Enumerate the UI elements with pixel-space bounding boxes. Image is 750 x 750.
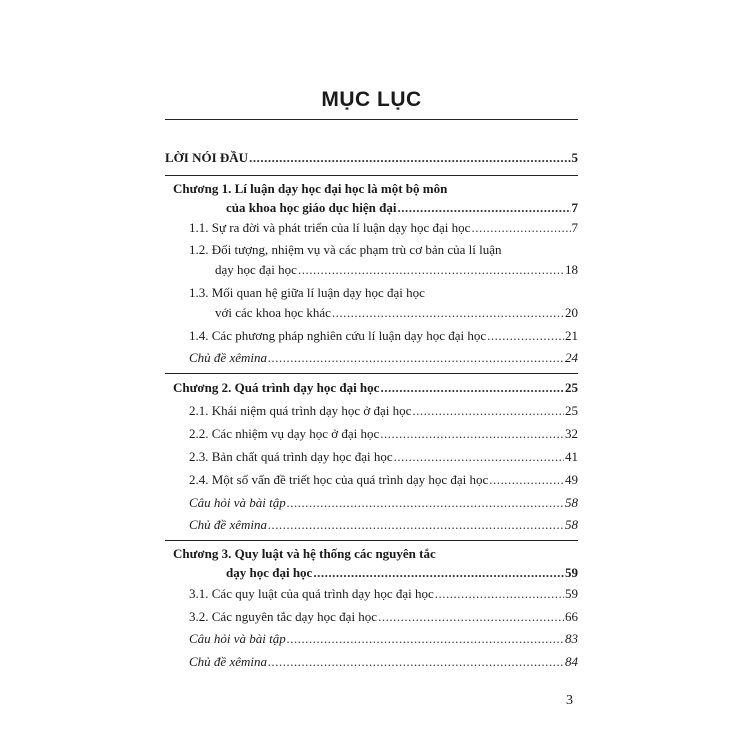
toc-entry-1-3-line1[interactable]: 1.3. Mối quan hệ giữa lí luận dạy học đại học [189, 285, 425, 300]
toc-entry-page: 58 [565, 517, 578, 532]
leader-dots [487, 328, 564, 344]
toc-entry-1-2[interactable] [215, 262, 578, 278]
toc-entry-page: 25 [565, 380, 578, 395]
leader-dots [435, 586, 564, 602]
leader-dots [378, 609, 564, 625]
toc-entry-page: 59 [565, 586, 578, 601]
toc-entry-page: 7 [571, 200, 578, 215]
toc-entry-3-2[interactable] [189, 609, 578, 625]
leader-dots [394, 449, 564, 465]
toc-entry-page: 66 [565, 609, 578, 624]
toc-entry-preface[interactable] [165, 150, 578, 166]
toc-entry-1-seminar[interactable] [189, 350, 578, 366]
toc-entry-1-3[interactable] [215, 305, 578, 321]
leader-dots [398, 200, 571, 216]
toc-entry-2-questions[interactable] [189, 495, 578, 511]
page-title: MỤC LỤC [321, 88, 422, 111]
toc-entry-page: 49 [565, 472, 578, 487]
toc-entry-page: 84 [565, 654, 578, 669]
toc-entry-label: Câu hỏi và bài tập [189, 495, 286, 510]
toc-entry-page: 20 [565, 305, 578, 320]
toc-entry-2-4[interactable] [189, 472, 578, 488]
leader-dots [268, 517, 564, 533]
toc-entry-label: 2.2. Các nhiệm vụ dạy học ở đại học [189, 426, 380, 441]
toc-entry-page: 21 [565, 328, 578, 343]
leader-dots [412, 403, 564, 419]
leader-dots [287, 631, 564, 647]
leader-dots [268, 350, 564, 366]
toc-entry-label: Chủ đề xêmina [189, 654, 267, 669]
toc-entry-page: 59 [565, 565, 578, 580]
toc-entry-1-2-line1[interactable]: 1.2. Đối tượng, nhiệm vụ và các phạm trù cơ bản của lí luận [189, 242, 502, 257]
toc-entry-label: của khoa học giáo dục hiện đại [226, 200, 397, 215]
chapter-3-heading[interactable]: Chương 3. Quy luật và hệ thống các nguyên tắc [173, 546, 436, 561]
leader-dots [332, 305, 564, 321]
toc-entry-page: 83 [565, 631, 578, 646]
toc-entry-2-3[interactable] [189, 449, 578, 465]
toc-entry-page: 5 [571, 150, 578, 165]
divider [165, 373, 578, 374]
toc-entry-label: dạy học đại học [215, 262, 297, 277]
toc-entry-3-seminar[interactable] [189, 654, 578, 670]
divider [165, 540, 578, 541]
toc-entry-1-1[interactable] [189, 220, 578, 236]
toc-entry-2-2[interactable] [189, 426, 578, 442]
toc-entry-chapter-3[interactable] [226, 565, 578, 581]
toc-entry-3-questions[interactable] [189, 631, 578, 647]
toc-entry-page: 58 [565, 495, 578, 510]
leader-dots [298, 262, 564, 278]
toc-entry-1-4[interactable] [189, 328, 578, 344]
toc-entry-label: Câu hỏi và bài tập [189, 631, 286, 646]
leader-dots [380, 380, 564, 396]
leader-dots [489, 472, 564, 488]
toc-entry-page: 24 [565, 350, 578, 365]
toc-entry-label: 1.1. Sự ra đời và phát triển của lí luận dạy học đại học [189, 220, 471, 235]
leader-dots [287, 495, 564, 511]
toc-entry-page: 7 [571, 220, 578, 235]
toc-entry-label: Chương 2. Quá trình dạy học đại học [173, 380, 380, 395]
leader-dots [249, 150, 570, 166]
leader-dots [471, 220, 570, 236]
toc-entry-2-seminar[interactable] [189, 517, 578, 533]
leader-dots [380, 426, 564, 442]
toc-entry-label: 3.2. Các nguyên tắc dạy học đại học [189, 609, 378, 624]
leader-dots [313, 565, 564, 581]
leader-dots [268, 654, 564, 670]
toc-entry-label: 3.1. Các quy luật của quá trình dạy học đại học [189, 586, 434, 601]
toc-entry-label: 1.4. Các phương pháp nghiên cứu lí luận dạy học đại học [189, 328, 487, 343]
toc-entry-2-1[interactable] [189, 403, 578, 419]
toc-entry-label: 2.4. Một số vấn đề triết học của quá trình dạy học đại học [189, 472, 489, 487]
toc-entry-label: với các khoa học khác [215, 305, 331, 320]
toc-entry-label: dạy học đại học [226, 565, 313, 580]
divider [165, 119, 578, 120]
toc-entry-page: 18 [565, 262, 578, 277]
toc-entry-label: Chủ đề xêmina [189, 517, 267, 532]
toc-entry-chapter-1[interactable] [226, 200, 578, 216]
chapter-1-heading[interactable]: Chương 1. Lí luận dạy học đại học là một bộ môn [173, 181, 448, 196]
toc-entry-label: 2.3. Bản chất quá trình dạy học đại học [189, 449, 393, 464]
toc-entry-label: LỜI NÓI ĐẦU [165, 150, 249, 165]
toc-entry-page: 25 [565, 403, 578, 418]
toc-entry-label: 2.1. Khái niệm quá trình dạy học ở đại học [189, 403, 412, 418]
toc-entry-3-1[interactable] [189, 586, 578, 602]
toc-entry-label: Chủ đề xêmina [189, 350, 267, 365]
page-number: 3 [566, 693, 573, 708]
toc-entry-page: 32 [565, 426, 578, 441]
toc-entry-chapter-2[interactable] [173, 380, 578, 396]
divider [165, 175, 578, 176]
toc-entry-page: 41 [565, 449, 578, 464]
